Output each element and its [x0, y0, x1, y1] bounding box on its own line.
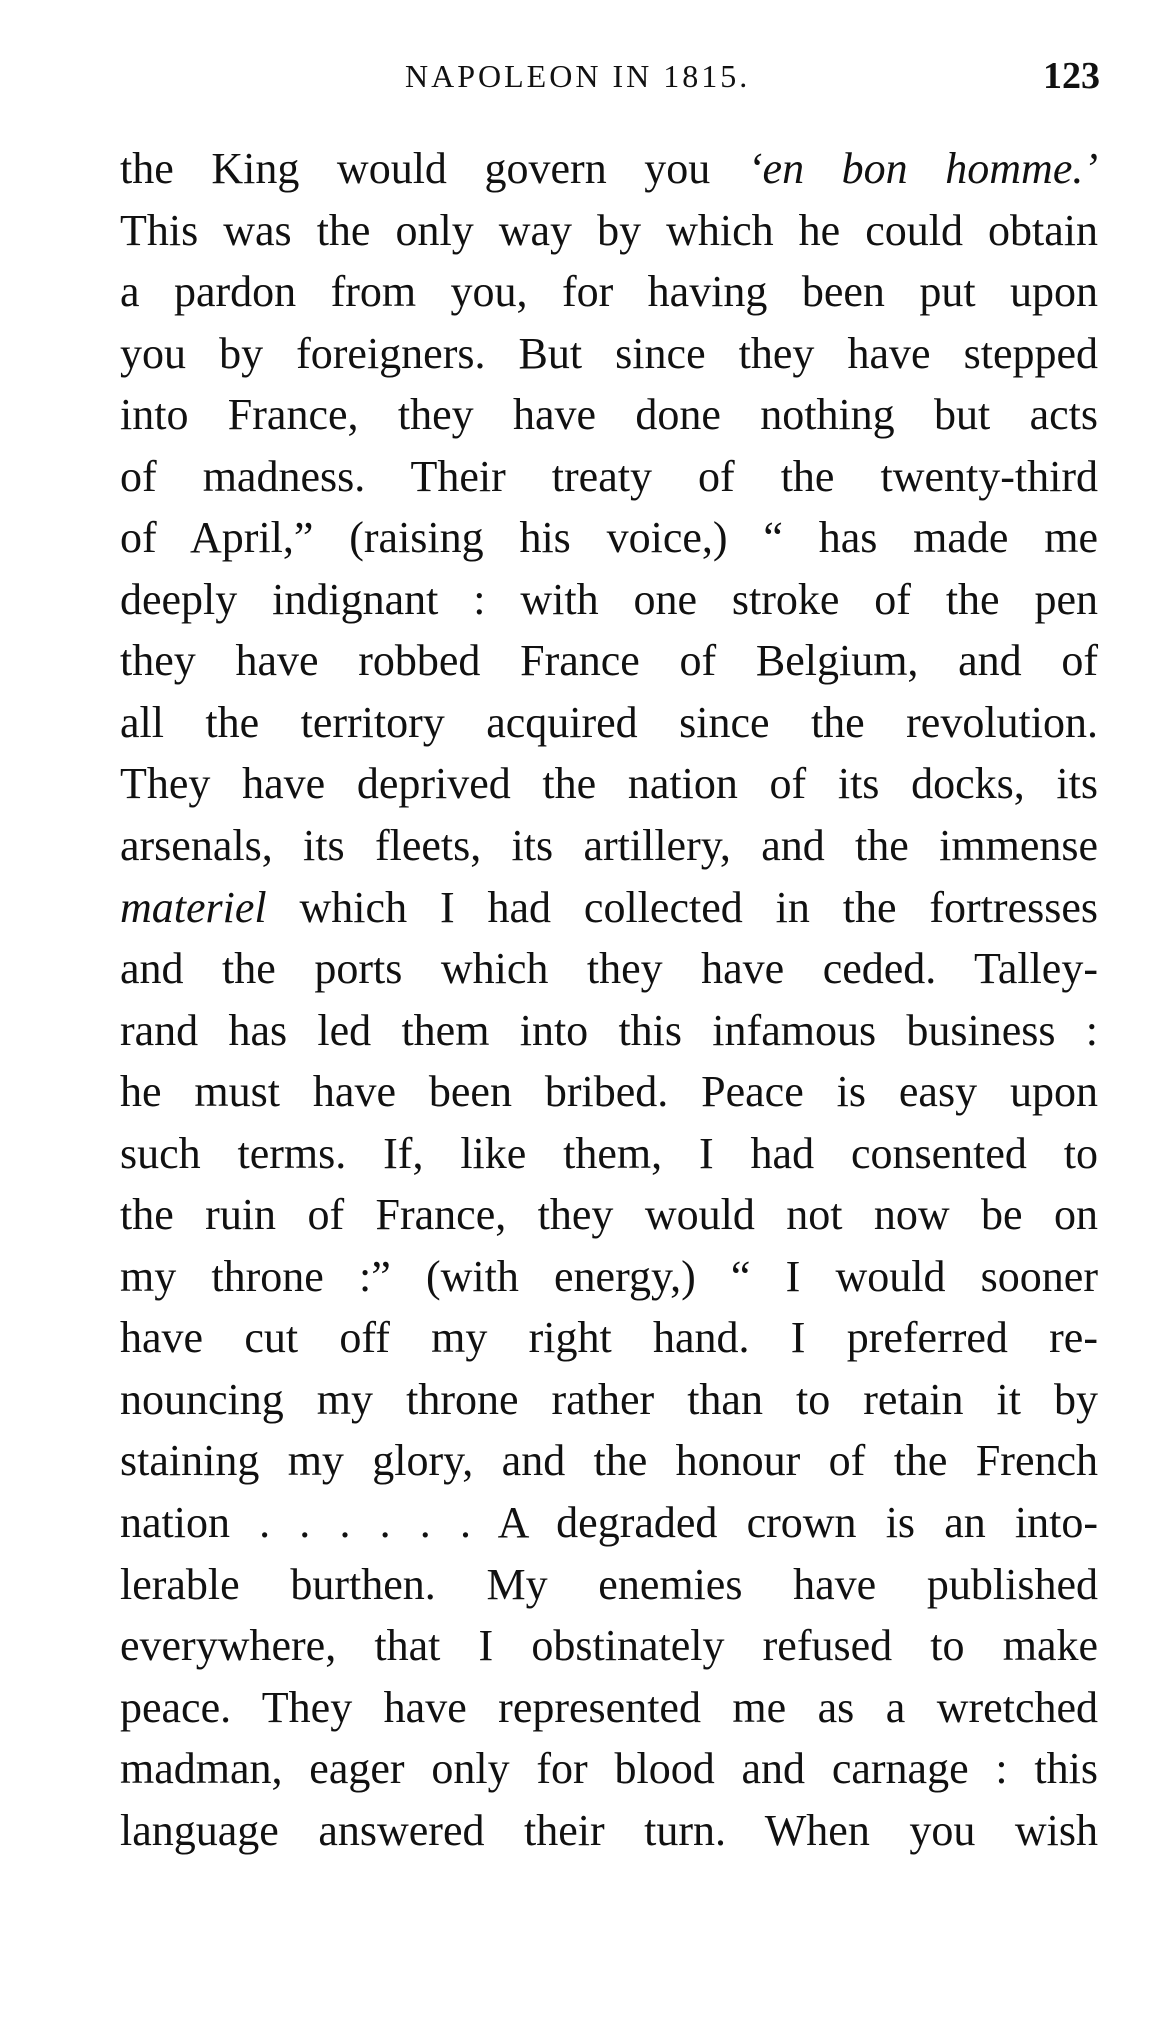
text-line — [120, 446, 1098, 508]
text-segment: the ruin of France, they would not now be on — [120, 1190, 1098, 1240]
text-segment: This was the only way by which he could obtain — [120, 205, 1098, 255]
text-line — [120, 815, 1098, 877]
text-segment: madman, eager only for blood and carnage : this — [120, 1744, 1098, 1794]
text-line — [120, 1369, 1098, 1431]
text-segment: nouncing my throne rather than to retain it by — [120, 1374, 1098, 1424]
text-segment: language answered their turn. When you wish — [120, 1805, 1098, 1855]
text-line — [120, 753, 1098, 815]
page-number: 123 — [1043, 55, 1100, 97]
text-segment: of madness. Their treaty of the twenty-third — [120, 451, 1098, 501]
text-line — [120, 200, 1098, 262]
text-line — [120, 1677, 1098, 1739]
text-line — [120, 507, 1098, 569]
text-segment: They have deprived the nation of its docks, its — [120, 759, 1098, 809]
text-segment: of April,” (raising his voice,) “ has made me — [120, 513, 1098, 563]
text-line — [120, 1184, 1098, 1246]
text-segment: have cut off my right hand. I preferred re- — [120, 1313, 1098, 1363]
text-line — [120, 1430, 1098, 1492]
page-header — [120, 52, 1110, 102]
text-segment: all the territory acquired since the revolution. — [120, 697, 1098, 747]
running-head: NAPOLEON IN 1815. — [405, 58, 751, 94]
text-line — [120, 1246, 1098, 1308]
text-line — [120, 1738, 1098, 1800]
text-segment: peace. They have represented me as a wretched — [120, 1682, 1098, 1732]
text-segment: deeply indignant : with one stroke of the pen — [120, 574, 1098, 624]
text-segment: lerable burthen. My enemies have published — [120, 1559, 1098, 1609]
text-segment: arsenals, its fleets, its artillery, and the immense — [120, 821, 1098, 871]
text-segment: such terms. If, like them, I had consented to — [120, 1128, 1098, 1178]
body-text — [120, 138, 1098, 1861]
text-line — [120, 1061, 1098, 1123]
text-line — [120, 1800, 1098, 1862]
text-segment: and the ports which they have ceded. Talley- — [120, 944, 1098, 994]
text-segment: the King would govern you — [120, 144, 748, 193]
text-line — [120, 692, 1098, 754]
text-segment: rand has led them into this infamous business : — [120, 1005, 1098, 1055]
text-segment: nation . . . . . . A degraded crown is an into- — [120, 1498, 1098, 1548]
text-segment: which I had collected in the fortresses — [266, 882, 1098, 932]
text-segment: they have robbed France of Belgium, and of — [120, 636, 1098, 686]
text-line — [120, 1307, 1098, 1369]
text-line — [120, 261, 1098, 323]
text-segment: into France, they have done nothing but acts — [120, 390, 1098, 440]
text-segment: he must have been bribed. Peace is easy upon — [120, 1067, 1098, 1117]
text-segment: you by foreigners. But since they have stepped — [120, 328, 1098, 378]
text-line — [120, 630, 1098, 692]
text-segment: a pardon from you, for having been put upon — [120, 267, 1098, 317]
italic-text-segment: ‘en bon homme.’ — [747, 144, 1099, 193]
text-segment: my throne :” (with energy,) “ I would sooner — [120, 1251, 1098, 1301]
text-line — [120, 384, 1098, 446]
text-line — [120, 323, 1098, 385]
text-line — [120, 1615, 1098, 1677]
text-line — [120, 1123, 1098, 1185]
text-segment: staining my glory, and the honour of the French — [120, 1436, 1098, 1486]
text-line — [120, 1492, 1098, 1554]
text-segment: everywhere, that I obstinately refused to make — [120, 1621, 1098, 1671]
italic-text-segment: materiel — [120, 882, 267, 932]
text-line — [120, 138, 1098, 200]
text-line — [120, 1000, 1098, 1062]
text-line — [120, 1554, 1098, 1616]
text-line — [120, 569, 1098, 631]
text-line — [120, 877, 1098, 939]
text-line — [120, 938, 1098, 1000]
